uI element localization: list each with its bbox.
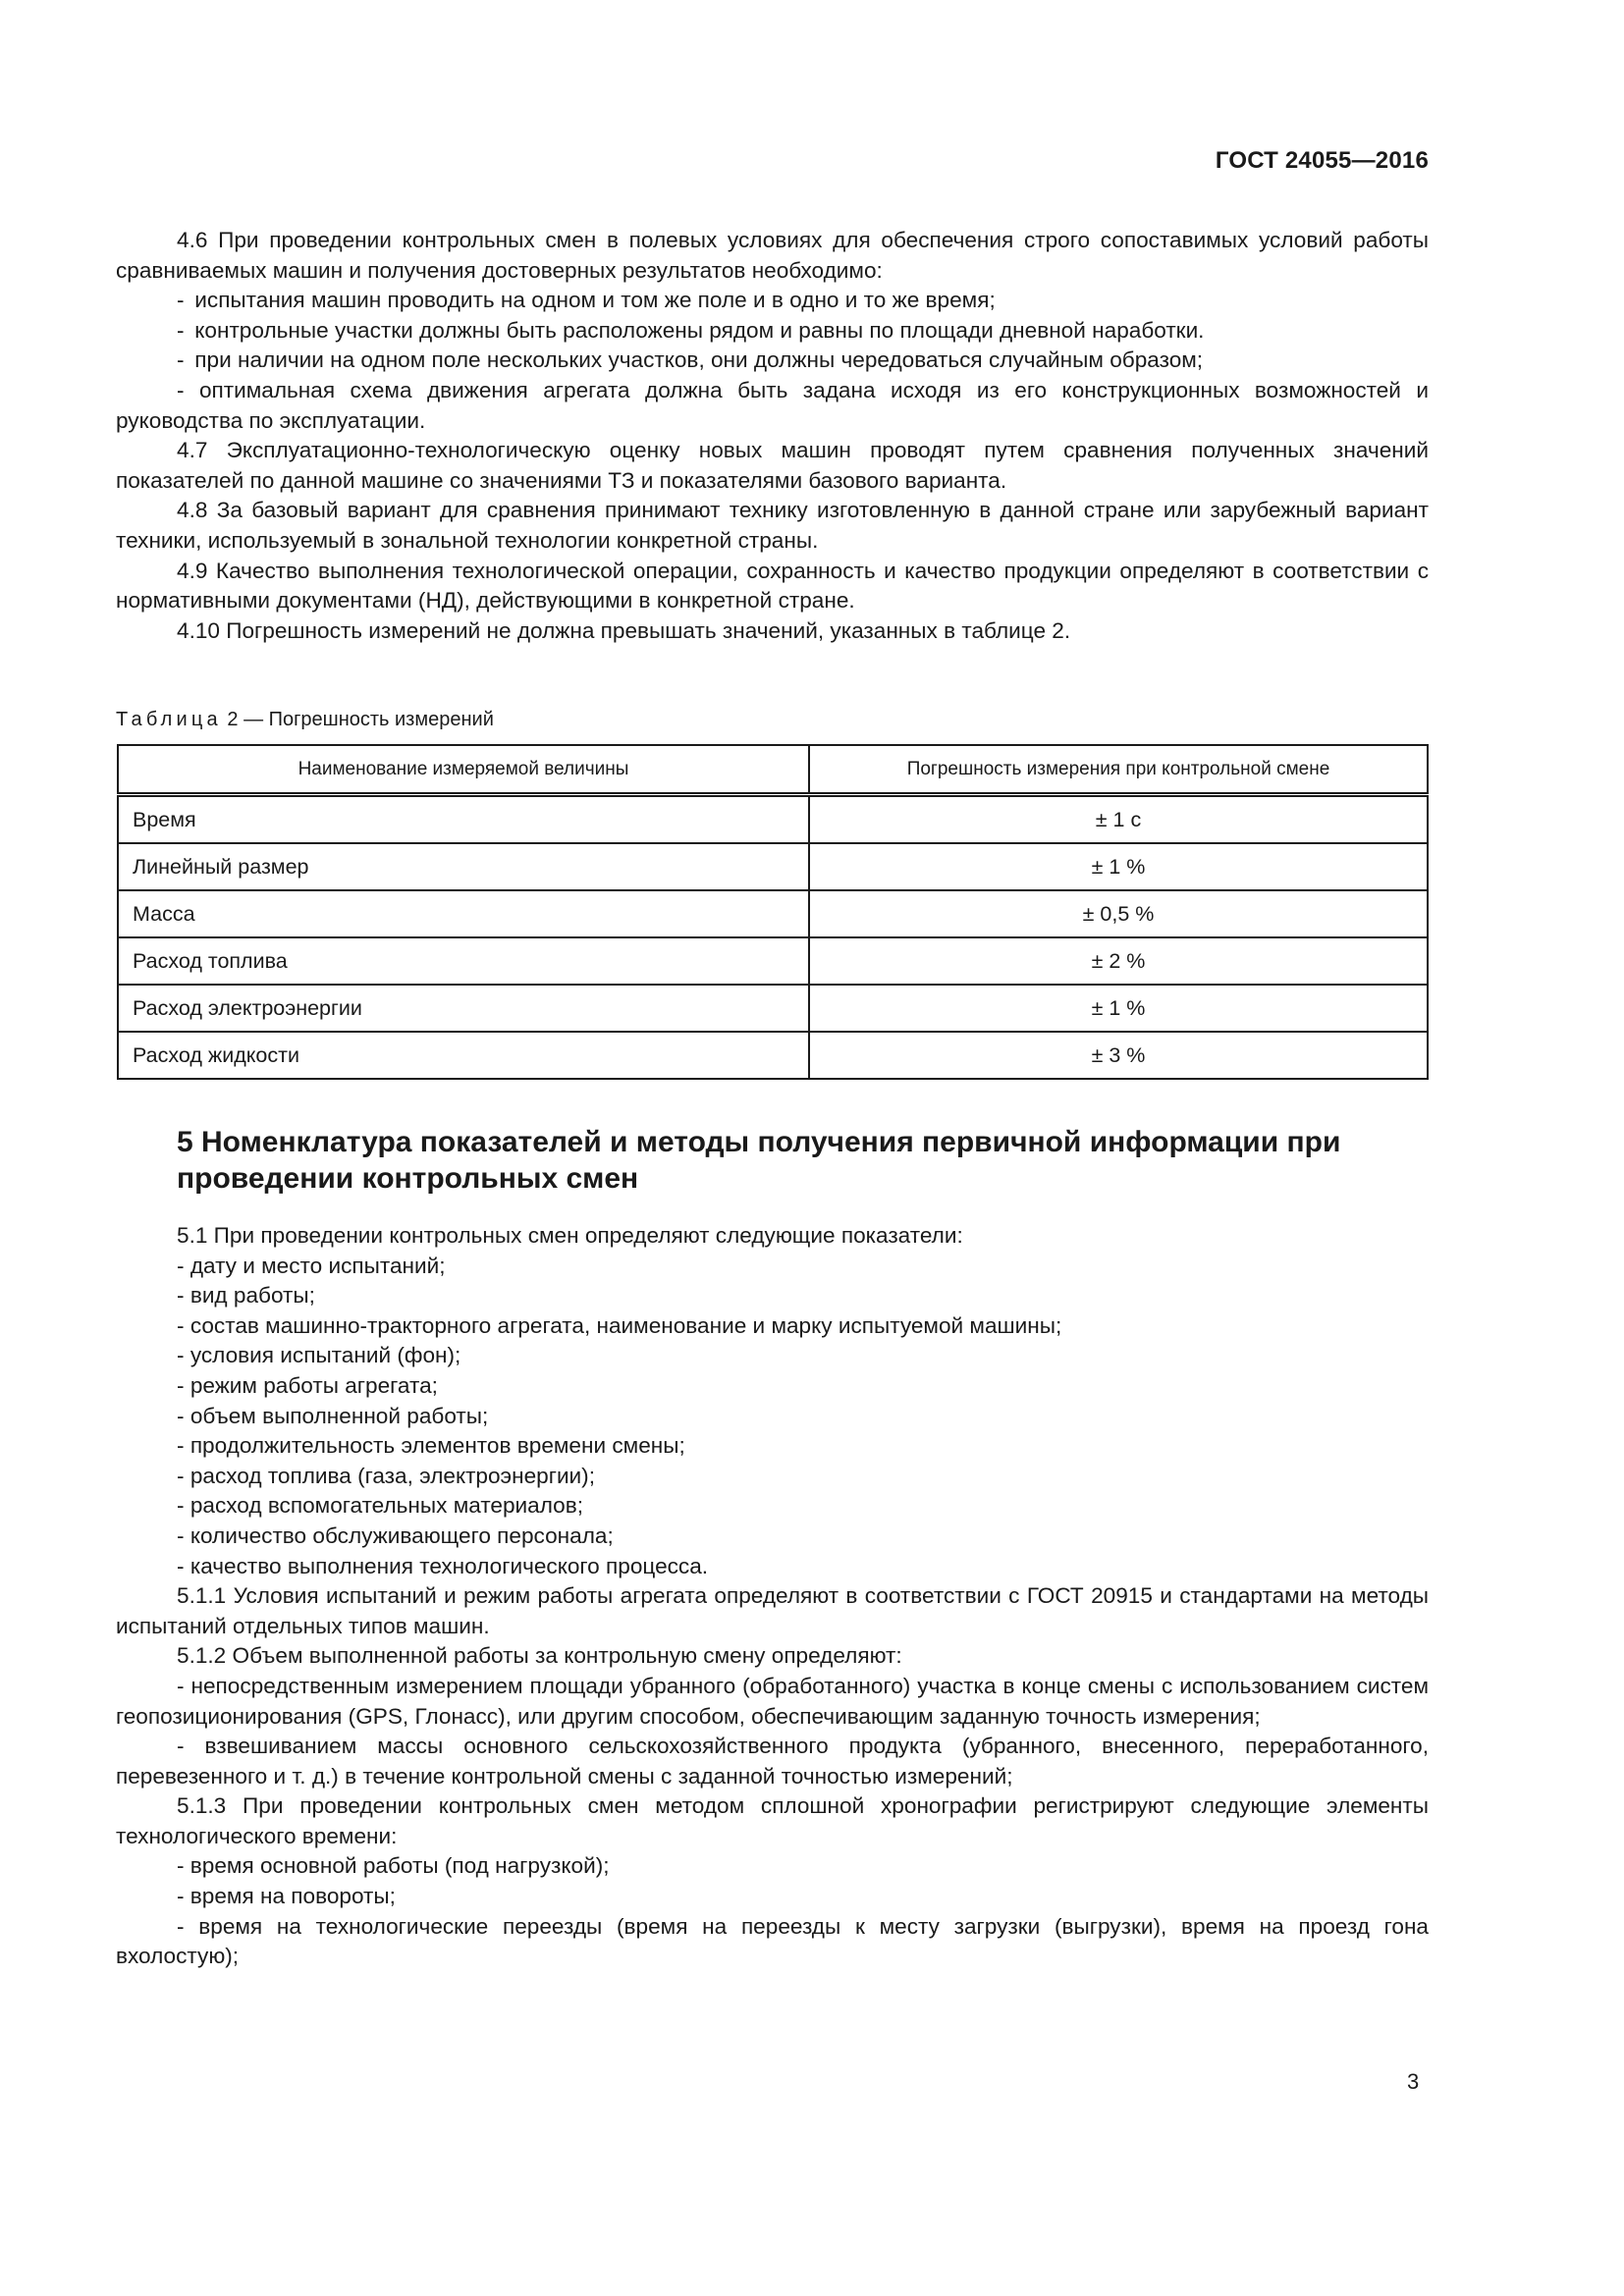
paragraph-4-9: 4.9 Качество выполнения технологической операции, сохранность и качество продукции определяют в соответствии с нормативными документами (НД), действующими в конкретной стране. [116,558,1429,614]
list-item: - режим работы агрегата; [177,1372,438,1398]
list-item: - время на технологические переезды (время на переезды к месту загрузки (выгрузки), время на проезд гона вхолостую); [116,1913,1429,1969]
document-code-header: ГОСТ 24055—2016 [1215,147,1429,174]
list-item: - объем выполненной работы; [177,1403,489,1428]
quantity-cell: Масса [118,890,809,937]
list-item: - при наличии на одном поле нескольких участков, они должны чередоваться случайным образом; [177,347,1204,373]
quantity-cell: Расход жидкости [118,1032,809,1079]
column-header-quantity: Наименование измеряемой величины [118,745,809,795]
list-item: - время основной работы (под нагрузкой); [177,1853,610,1879]
list-item: - дату и место испытаний; [177,1253,446,1278]
section-5-text [116,1221,1429,1972]
paragraph-4-8: 4.8 За базовый вариант для сравнения принимают технику изготовленную в данной стране или зарубежный вариант техники, используемый в зональной технологии конкретной страны. [116,498,1429,553]
quantity-cell: Линейный размер [118,843,809,890]
measurement-error-table [117,744,1429,1080]
paragraph-4-6: 4.6 При проведении контрольных смен в полевых условиях для обеспечения строго сопоставимых условий работы сравниваемых машин и получения достоверных результатов необходимо: [116,228,1429,283]
list-item: - расход топлива (газа, электроэнергии); [177,1463,595,1488]
list-item: - контрольные участки должны быть расположены рядом и равны по площади дневной наработки. [177,317,1205,343]
list-item: - качество выполнения технологического процесса. [177,1553,709,1578]
error-cell: ± 1 % [809,985,1428,1032]
page-number: 3 [1407,2069,1420,2094]
list-item: - состав машинно-тракторного агрегата, наименование и марку испытуемой машины; [177,1312,1062,1338]
list-item: - условия испытаний (фон); [177,1343,461,1368]
section-4-text [116,226,1429,646]
table-row [118,1032,1428,1079]
list-item: - количество обслуживающего персонала; [177,1522,614,1548]
paragraph-4-10: 4.10 Погрешность измерений не должна превышать значений, указанных в таблице 2. [177,617,1071,643]
error-cell: ± 2 % [809,937,1428,985]
list-item: - непосредственным измерением площади убранного (обработанного) участка в конце смены с использованием систем геопозиционирования (GPS, Глонасс), или другим способом, обеспечивающим заданную точность измерения; [116,1673,1429,1729]
quantity-cell: Расход топлива [118,937,809,985]
list-item: - оптимальная схема движения агрегата должна быть задана исходя из его конструкционных возможностей и руководства по эксплуатации. [116,377,1429,433]
table-caption [116,709,494,731]
list-item: - вид работы; [177,1283,315,1308]
table-row [118,843,1428,890]
list-item: - взвешиванием массы основного сельскохозяйственного продукта (убранного, внесенного, переработанного, перевезенного и т. д.) в течение контрольной смены с заданной точностью измерений; [116,1734,1429,1789]
error-cell: ± 0,5 % [809,890,1428,937]
error-cell: ± 3 % [809,1032,1428,1079]
error-cell: ± 1 с [809,795,1428,844]
table-row [118,937,1428,985]
paragraph-5-1: 5.1 При проведении контрольных смен определяют следующие показатели: [177,1223,963,1248]
list-item: - продолжительность элементов времени смены; [177,1433,685,1459]
table-header-row [118,745,1428,795]
quantity-cell: Время [118,795,809,844]
quantity-cell: Расход электроэнергии [118,985,809,1032]
paragraph-4-7: 4.7 Эксплуатационно-технологическую оценку новых машин проводят путем сравнения полученных значений показателей по данной машине со значениями ТЗ и показателями базового варианта. [116,438,1429,493]
table-row [118,795,1428,844]
paragraph-5-1-1: 5.1.1 Условия испытаний и режим работы агрегата определяют в соответствии с ГОСТ 20915 и стандартами на методы испытаний отдельных типов машин. [116,1583,1429,1638]
error-cell: ± 1 % [809,843,1428,890]
column-header-error: Погрешность измерения при контрольной смене [809,745,1428,795]
list-item: - испытания машин проводить на одном и том же поле и в одно и то же время; [177,288,996,313]
table-row [118,985,1428,1032]
list-item: - время на повороты; [177,1884,396,1909]
table-caption-text: 2 — Погрешность измерений [221,709,494,730]
list-item: - расход вспомогательных материалов; [177,1493,584,1519]
table-caption-label: Таблица [116,709,222,730]
table-row [118,890,1428,937]
paragraph-5-1-2: 5.1.2 Объем выполненной работы за контрольную смену определяют: [177,1643,902,1669]
paragraph-5-1-3: 5.1.3 При проведении контрольных смен методом сплошной хронографии регистрируют следующие элементы технологического времени: [116,1793,1429,1848]
section-5-heading: 5 Номенклатура показателей и методы получения первичной информации при проведении контрольных смен [177,1126,1341,1195]
